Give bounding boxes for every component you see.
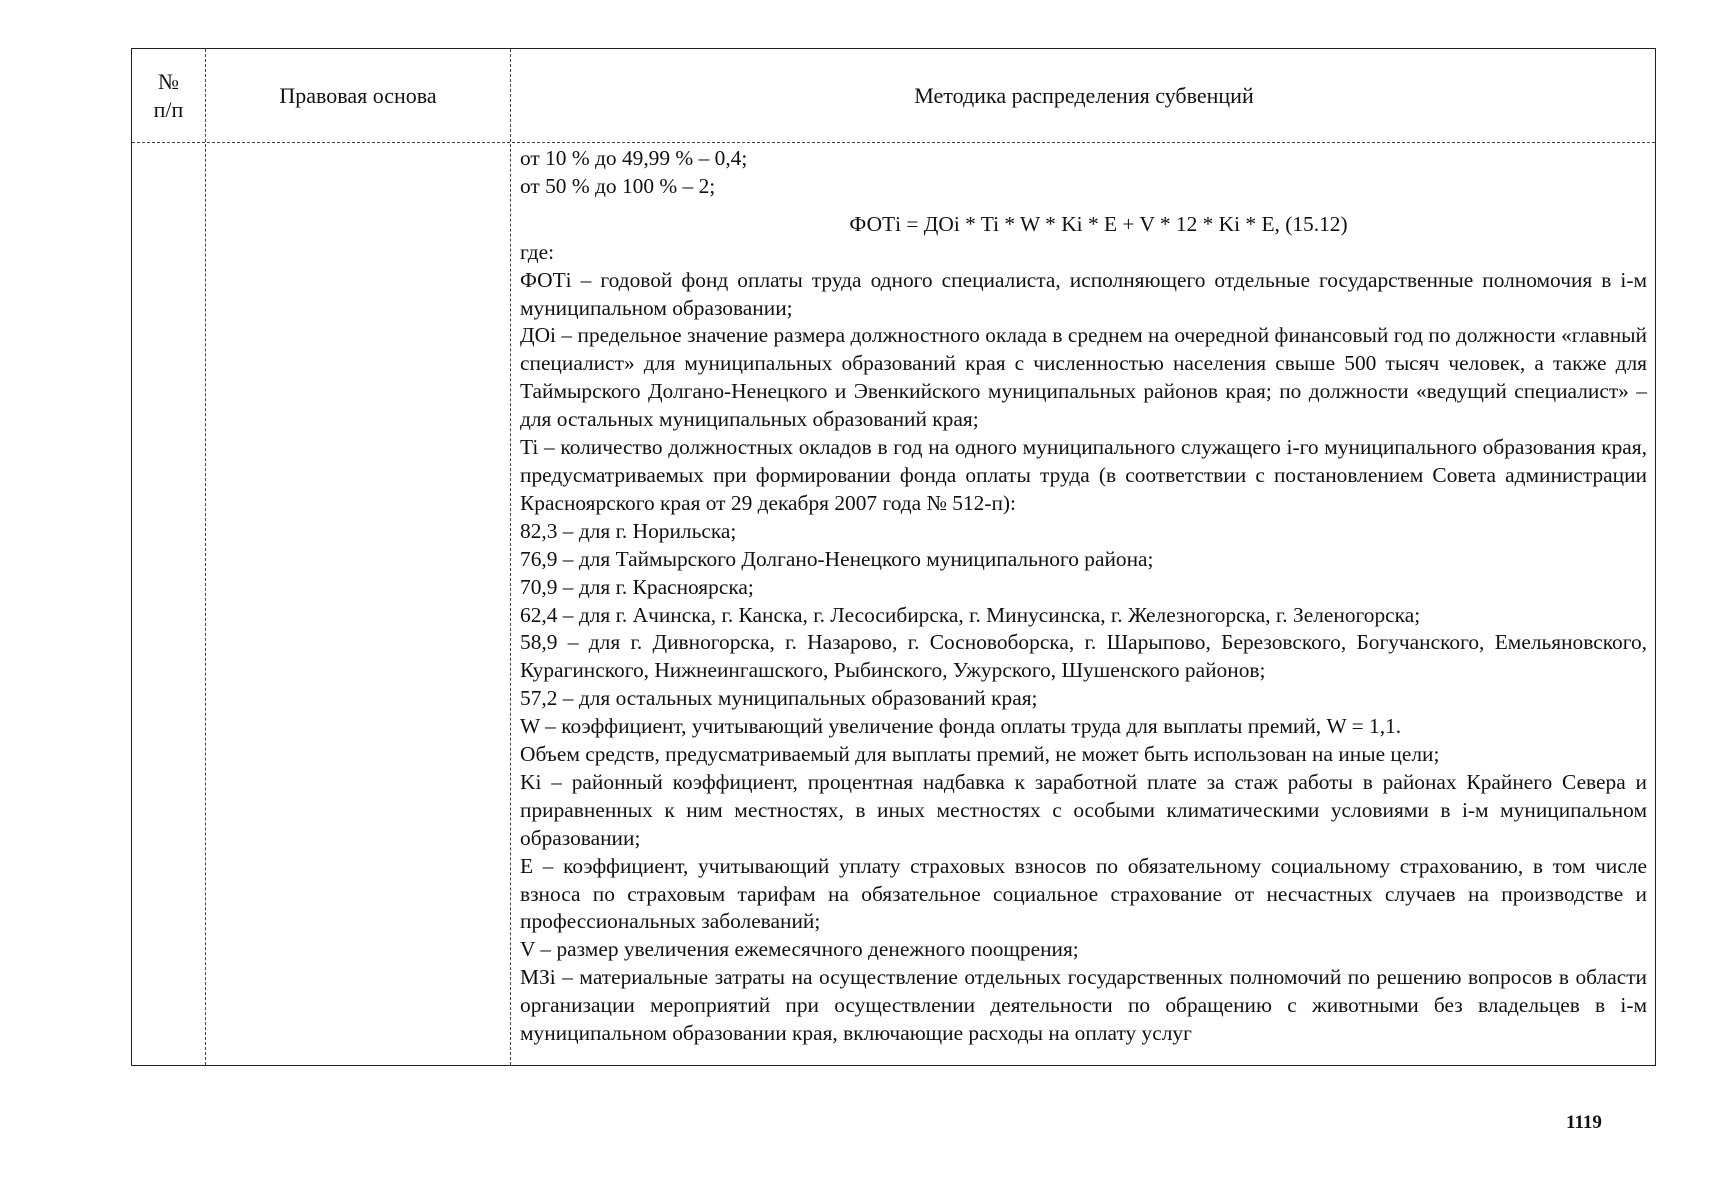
paragraph: ФОТi – годовой фонд оплаты труда одного специалиста, исполняющего отдельные государственные полномочия в i-м муниципальном образовании; xyxy=(520,267,1647,320)
paragraph: где: xyxy=(520,239,555,264)
paragraph: E – коэффициент, учитывающий уплату страховых взносов по обязательному социальному страхованию, в том числе взноса по страховым тарифам на обязательное социальное страхование от несчастных случаев на производстве и профессиональных заболеваний; xyxy=(520,853,1647,934)
paragraph: 70,9 – для г. Красноярска; xyxy=(520,574,754,599)
paragraph: Ki – районный коэффициент, процентная надбавка к заработной плате за стаж работы в районах Крайнего Севера и приравненных к ним местностях, в иных местностях с особыми климатическими условиями в i-м муниципальном образовании; xyxy=(520,769,1647,850)
paragraph: Объем средств, предусматриваемый для выплаты премий, не может быть использован на иные цели; xyxy=(520,742,1440,767)
column-divider xyxy=(205,49,206,1065)
paragraph: 57,2 – для остальных муниципальных образований края; xyxy=(520,686,1038,711)
paragraph: МЗi – материальные затраты на осуществление отдельных государственных полномочий по решению вопросов в области организации мероприятий при осуществлении деятельности по обращению с животными без владельцев в i-м муниципальном образовании края, включающие расходы на оплату услуг xyxy=(520,965,1647,1046)
text-line: от 10 % до 49,99 % – 0,4; xyxy=(520,146,748,170)
text-line: от 50 % до 100 % – 2; xyxy=(520,173,716,198)
page-number: 1119 xyxy=(1566,1112,1602,1133)
paragraph: W – коэффициент, учитывающий увеличение фонда оплаты труда для выплаты премий, W = 1,1. xyxy=(520,714,1402,739)
paragraph: ДОi – предельное значение размера должностного оклада в среднем на очередной финансовый год по должности «главный специалист» для муниципальных образований края с численностью населения свыше 500 тысяч человек, а также для Таймырского Долгано-Ненецкого и Эвенкийского муниципальных районов края; по должности «ведущий специалист» – для остальных муниципальных образований края; xyxy=(520,323,1647,432)
header-methodology: Методика распределения субвенций xyxy=(914,82,1254,108)
paragraph: 82,3 – для г. Норильска; xyxy=(520,518,737,543)
column-divider xyxy=(510,49,511,1065)
document-table xyxy=(131,48,1656,1066)
header-divider xyxy=(132,142,1655,143)
paragraph: Ti – количество должностных окладов в год на одного муниципального служащего i-го муниципального образования края, предусматриваемых при формировании фонда оплаты труда (в соответствии с постановлением Совета администрации Красноярского края от 29 декабря 2007 года № 512-п): xyxy=(520,435,1647,515)
header-num: № п/п xyxy=(153,68,184,122)
paragraph: 58,9 – для г. Дивногорска, г. Назарово, г. Сосновоборска, г. Шарыпово, Березовского, Богучанского, Емельяновского, Курагинского, Нижнеингашского, Рыбинского, Ужурского, Шушенского районов; xyxy=(520,630,1647,683)
paragraph: 76,9 – для Таймырского Долгано-Ненецкого муниципального района; xyxy=(520,546,1154,571)
header-legal-basis: Правовая основа xyxy=(279,82,437,108)
paragraph: V – размер увеличения ежемесячного денежного поощрения; xyxy=(520,937,1079,962)
paragraph: 62,4 – для г. Ачинска, г. Канска, г. Лесосибирска, г. Минусинска, г. Железногорска, г. Зеленогорска; xyxy=(520,602,1421,627)
formula: ФОТi = ДОi * Ti * W * Ki * E + V * 12 * Ki * E, (15.12) xyxy=(849,211,1348,236)
methodology-text xyxy=(520,145,1647,1048)
